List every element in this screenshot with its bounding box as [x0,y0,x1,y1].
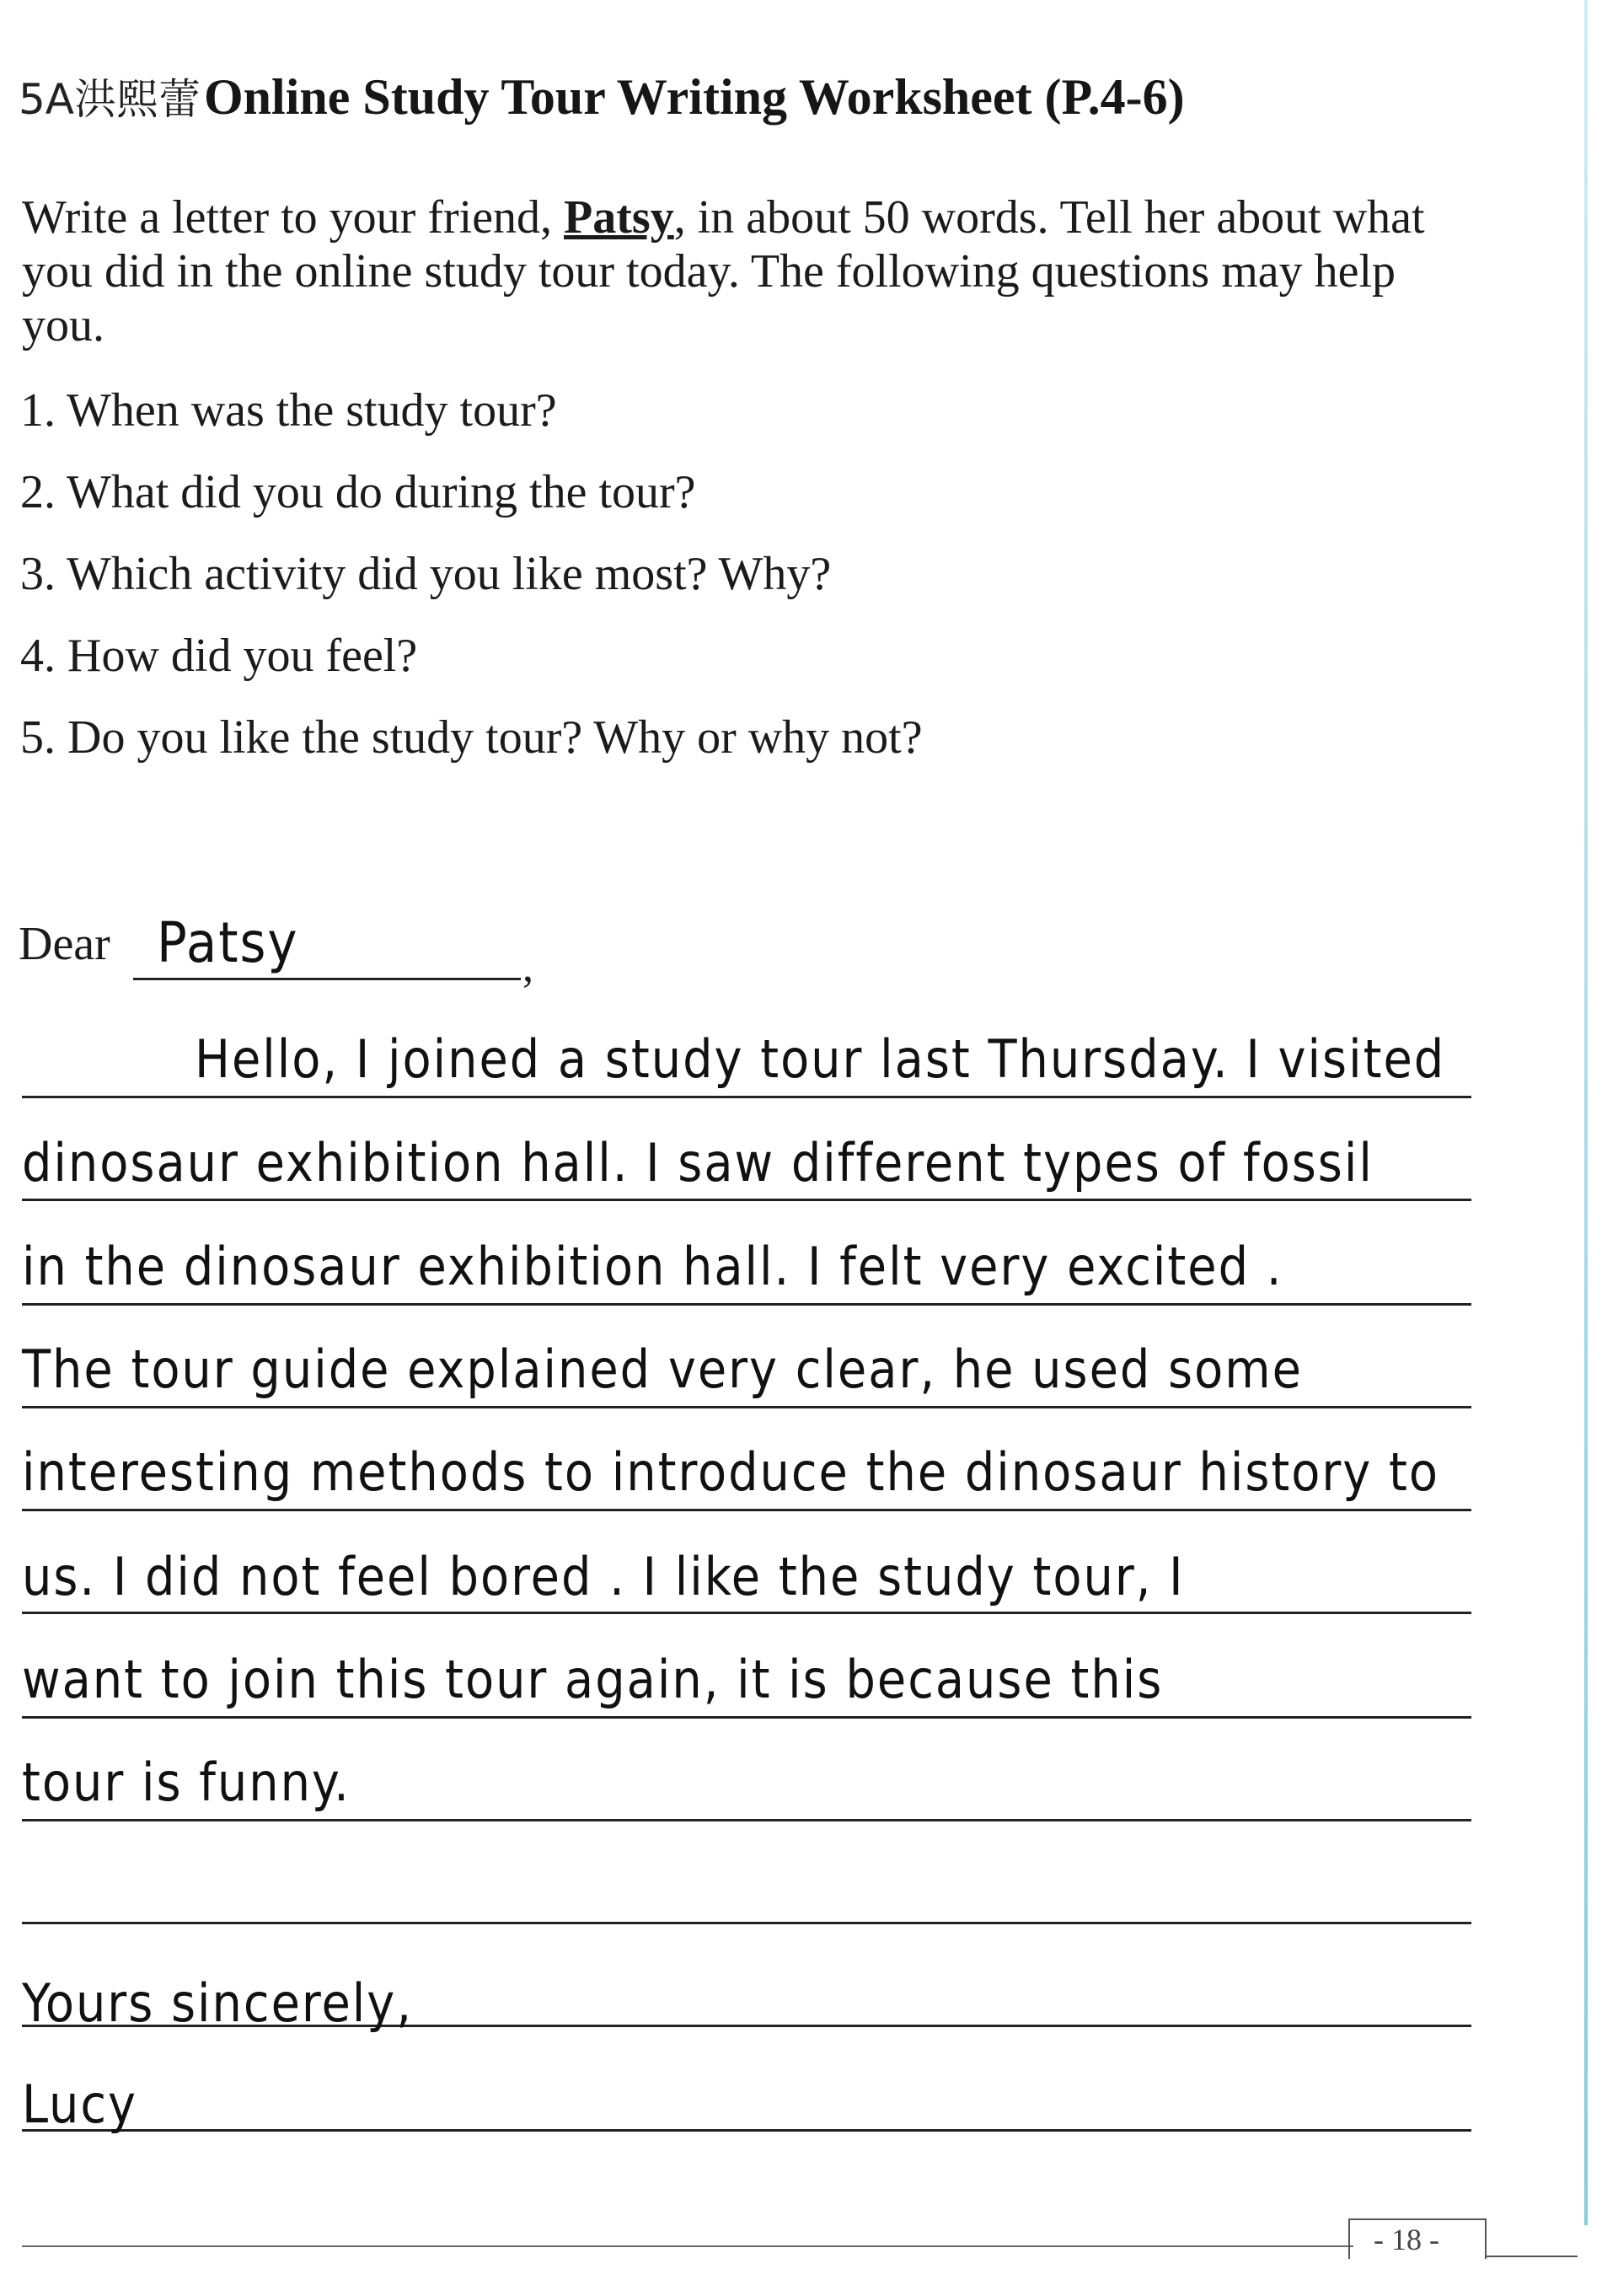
question-item: 1. When was the study tour? [20,384,557,437]
instructions [22,190,1488,352]
worksheet-header [19,66,1185,126]
letter-body-line: in the dinosaur exhibition hall. I felt very excited . [22,1236,1283,1297]
worksheet-title: Online Study Tour Writing Worksheet (P.4-6) [204,69,1185,125]
letter-body-line: tour is funny. [22,1752,351,1813]
salutation-recipient: Patsy [157,910,299,975]
page-number: - 18 - [1374,2223,1439,2256]
letter-body-line: us. I did not feel bored . I like the study tour, I [22,1546,1185,1607]
writing-line [22,1612,1471,1614]
writing-line [22,1406,1471,1408]
instructions-part2: , in about 50 words. Tell her about what you did in the online study tour today. The following questions may help you. [22,191,1425,351]
letter-body-line: dinosaur exhibition hall. I saw different types of fossil [22,1132,1374,1194]
footer-rule-right [1485,2256,1578,2257]
friend-name: Patsy [564,191,674,244]
question-item: 4. How did you feel? [20,630,418,682]
letter-body-line: The tour guide explained very clear, he used some [22,1338,1303,1400]
scan-edge-highlight [1584,0,1588,2225]
question-item: 3. Which activity did you like most? Why? [20,548,832,600]
footer-rule [22,2245,1353,2247]
salutation-comma: , [522,943,533,991]
writing-line [22,1096,1471,1098]
writing-line [22,1303,1471,1306]
writing-line [22,1819,1471,1821]
letter-body-line: interesting methods to introduce the dinosaur history to [22,1441,1439,1503]
writing-line [22,1716,1471,1719]
writing-line [22,2129,1471,2132]
salutation-blank-line [133,978,521,980]
letter-body-line: Hello, I joined a study tour last Thursday. I visited [195,1028,1446,1090]
letter-signature: Lucy [22,2073,137,2135]
question-item: 2. What did you do during the tour? [20,466,696,518]
letter-closing: Yours sincerely, [22,1972,414,2034]
student-class-name: 5A洪熙蕾 [19,75,201,124]
writing-line [22,1199,1471,1201]
letter-body-line: want to join this tour again, it is because this [22,1649,1164,1710]
question-item: 5. Do you like the study tour? Why or why not? [20,711,923,764]
writing-line [22,1509,1471,1511]
instructions-part1: Write a letter to your friend, [22,191,565,244]
writing-line [22,1922,1471,1924]
salutation-label: Dear [19,918,110,970]
